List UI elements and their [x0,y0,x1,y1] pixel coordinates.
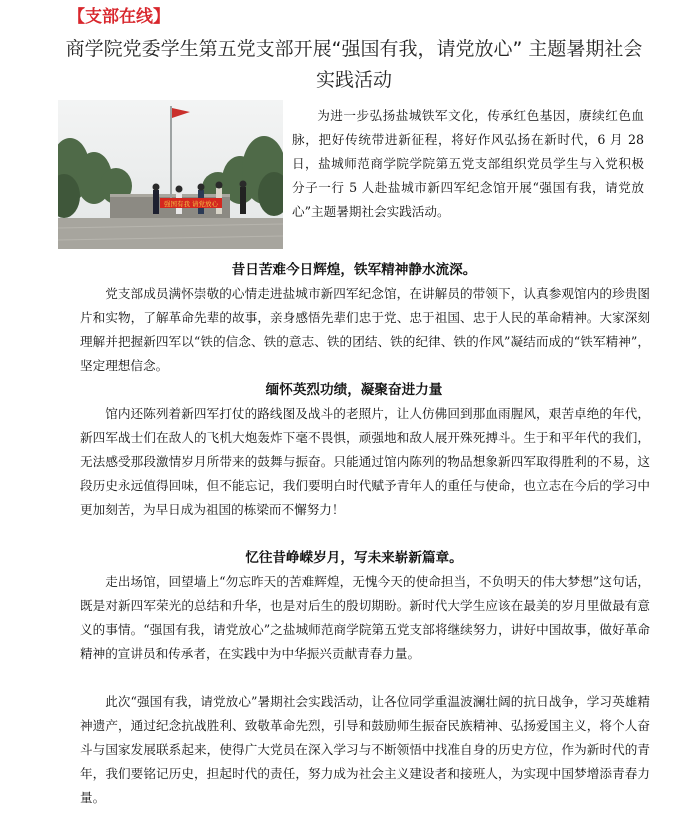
event-photo [58,100,283,249]
section-paragraph-1: 党支部成员满怀崇敬的心情走进盐城市新四军纪念馆，在讲解员的带领下，认真参观馆内的珍贵图片和实物，了解革命先辈的故事，亲身感悟先辈们忠于党、忠于祖国、忠于人民的革命精神。大家深刻理解并把握新四军以“铁的信念、铁的意志、铁的团结、铁的纪律、铁的作风”凝结而成的“铁军精神”，坚定理想信念。 [80,286,650,373]
section-heading-1: 昔日苦难今日辉煌，铁军精神静水流深。 [231,262,477,278]
column-tag: 【支部在线】 [68,7,170,27]
section-heading-3: 忆往昔峥嵘岁月，写未来崭新篇章。 [245,550,463,566]
section-paragraph-2: 馆内还陈列着新四军打仗的路线图及战斗的老照片，让人仿佛回到那血雨腥风，艰苦卓绝的年代，新四军战士们在敌人的飞机大炮轰炸下毫不畏惧，顽强地和敌人展开殊死搏斗。生于和平年代的我们，无法感受那段激情岁月所带来的鼓舞与振奋。只能通过馆内陈列的物品想象新四军取得胜利的不易，这段历史永远值得回味，但不能忘记，我们要明白时代赋予青年人的重任与使命，也立志在今后的学习中更加刻苦，为早日成为祖国的栋梁而不懈努力！ [80,406,650,517]
intro-paragraph: 为进一步弘扬盐城铁军文化，传承红色基因，赓续红色血脉，把好传统带进新征程，将好作风弘扬在新时代，6 月 28 日，盐城师范商学院学院第五党支部组织党员学生与入党积极分子一行 5 人赴盐城市新四军纪念馆开展“强国有我，请党放心”主题暑期社会实践活动。 [292,108,644,219]
section-heading-2: 缅怀英烈功绩，凝聚奋进力量 [265,382,443,398]
banner-text: 强国有我 请党放心 [163,200,219,208]
article-title: 商学院党委学生第五党支部开展“强国有我，请党放心” 主题暑期社会实践活动 [65,38,643,91]
section-paragraph-3: 走出场馆，回望墙上“勿忘昨天的苦难辉煌，无愧今天的使命担当，不负明天的伟大梦想”这句话，既是对新四军荣光的总结和升华，也是对后生的殷切期盼。新时代大学生应该在最美的岁月里做最有意义的事情。“强国有我，请党放心”之盐城师范商学院第五党支部将继续努力，讲好中国故事，做好革命精神的宣讲员和传承者，在实践中为中华振兴贡献青春力量。 [80,574,650,661]
section-paragraph-4: 此次“强国有我，请党放心”暑期社会实践活动，让各位同学重温波澜壮阔的抗日战争，学习英雄精神遗产，通过纪念抗战胜利、致敬革命先烈，引导和鼓励师生振奋民族精神、弘扬爱国主义，将个人奋斗与国家发展联系起来，使得广大党员在深入学习与不断领悟中找准自身的历史方位，作为新时代的青年，我们要铭记历史，担起时代的责任，努力成为社会主义建设者和接班人，为实现中国梦增添青春力量。 [80,694,650,805]
